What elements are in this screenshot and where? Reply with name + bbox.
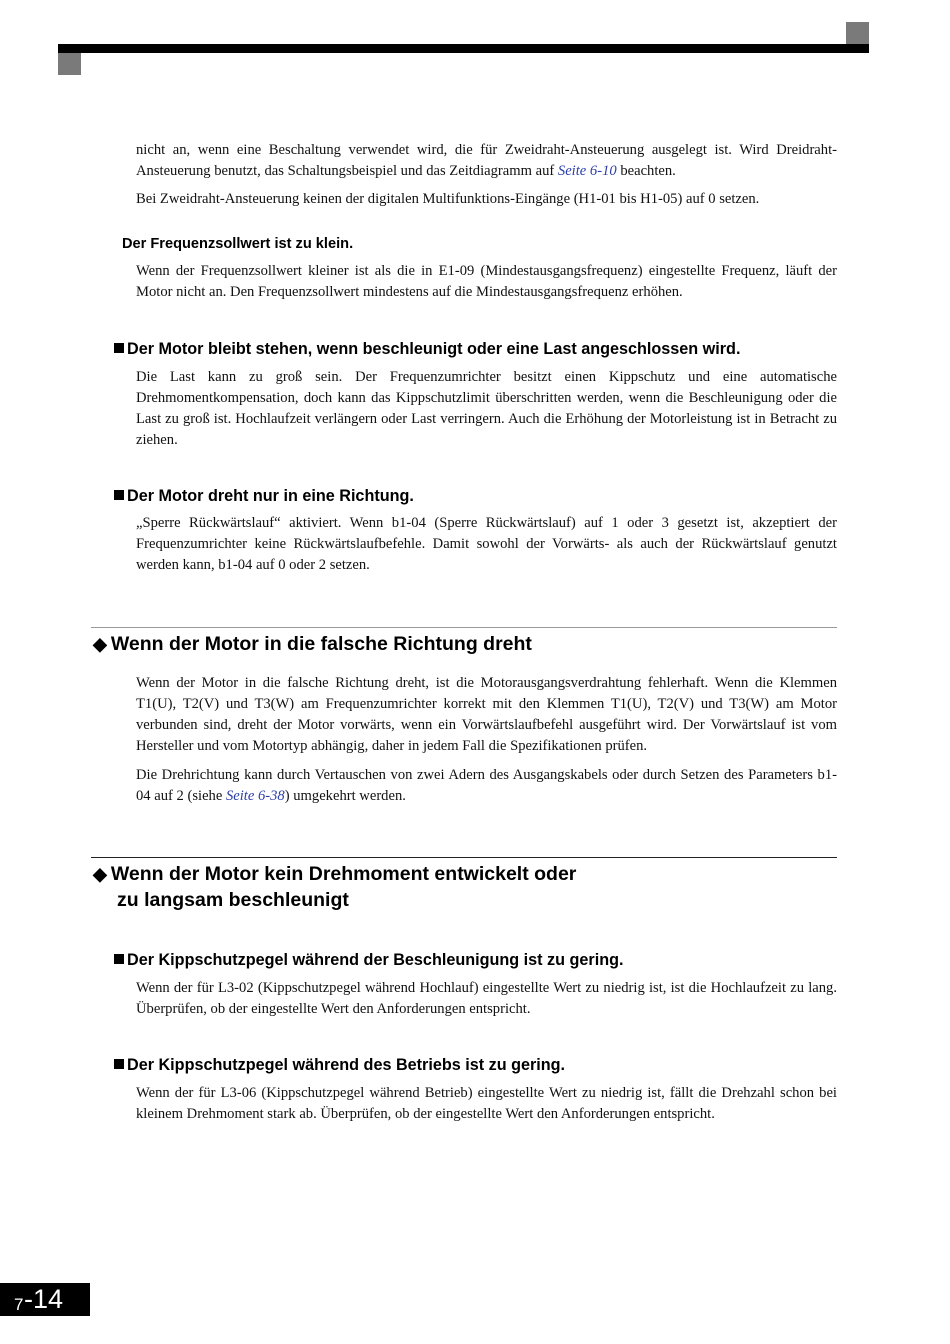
square-bullet-icon bbox=[114, 1059, 124, 1069]
diamond-bullet-icon: ◆ bbox=[93, 864, 107, 884]
stall-paragraph: Die Last kann zu groß sein. Der Frequenzumrichter besitzt einen Kippschutz und eine automatische Drehmomentkompensation, doch kann das Kippschutzlimit überschritten werden, wenn die Beschleunigung oder die Last zu groß ist. Hochlaufzeit verlängern oder Last verringern. Auch die Erhöhung der Motorleistung ist in Betracht zu ziehen. bbox=[136, 369, 837, 448]
onedir-heading: Der Motor dreht nur in eine Richtung. bbox=[114, 486, 414, 506]
intro-paragraph-1: nicht an, wenn eine Beschaltung verwendet wird, die für Zweidraht-Ansteuerung ausgelegt ist. Wird Dreidraht-Ansteuerung benutzt, das Schaltungsbeispiel und das Zeitdiagramm auf Seite 6-10 beachten. bbox=[136, 142, 837, 179]
torque-heading: ◆ Wenn der Motor kein Drehmoment entwickelt oder zu langsam beschleunigt bbox=[93, 863, 577, 911]
section-divider bbox=[91, 857, 837, 858]
torque-sub2-heading: Der Kippschutzpegel während des Betriebs ist zu gering. bbox=[114, 1055, 565, 1075]
onedir-paragraph: „Sperre Rückwärtslauf“ aktiviert. Wenn b1-04 (Sperre Rückwärtslauf) auf 1 oder 3 gesetzt ist, akzeptiert der Frequenzumrichter keine Rückwärtslaufbefehle. Damit sowohl der Vorwärts- als auch der Rückwärtslauf genutzt werden kann, b1-04 auf 0 oder 2 setzen. bbox=[136, 515, 837, 573]
page-number: -14 bbox=[24, 1284, 64, 1314]
header-bar bbox=[58, 44, 869, 53]
page-number-tab bbox=[0, 1283, 90, 1316]
page-link-6-38[interactable]: Seite 6-38 bbox=[225, 788, 285, 804]
section-divider bbox=[91, 627, 837, 628]
wrongdir-heading: ◆ Wenn der Motor in die falsche Richtung dreht bbox=[93, 633, 532, 655]
freq-heading: Der Frequenzsollwert ist zu klein. bbox=[122, 236, 354, 252]
torque-sub2-paragraph: Wenn der für L3-06 (Kippschutzpegel während Betrieb) eingestellte Wert zu niedrig ist, fällt die Drehzahl schon bei kleinem Drehmoment stark ab. Überprüfen, ob der eingestellte Wert den Anforderungen entspricht. bbox=[136, 1085, 837, 1122]
square-bullet-icon bbox=[114, 343, 124, 353]
page-link-6-10[interactable]: Seite 6-10 bbox=[557, 163, 617, 179]
chapter-number: 7 bbox=[14, 1295, 24, 1314]
torque-sub1-paragraph: Wenn der für L3-02 (Kippschutzpegel während Hochlauf) eingestellte Wert zu niedrig ist, ist die Hochlaufzeit zu lang. Überprüfen, ob der eingestellte Wert den Anforderungen entspricht. bbox=[136, 980, 837, 1017]
square-bullet-icon bbox=[114, 490, 124, 500]
intro-paragraph-2: Bei Zweidraht-Ansteuerung keinen der digitalen Multifunktions-Eingänge (H1-01 bis H1-05) auf 0 setzen. bbox=[136, 191, 760, 207]
stall-heading: Der Motor bleibt stehen, wenn beschleunigt oder eine Last angeschlossen wird. bbox=[114, 339, 740, 359]
header-corner-mark-left bbox=[58, 53, 81, 75]
wrongdir-paragraph-2: Die Drehrichtung kann durch Vertauschen von zwei Adern des Ausgangskabels oder durch Setzen des Parameters b1-04 auf 2 (siehe Seite 6-38) umgekehrt werden. bbox=[136, 767, 837, 804]
wrongdir-paragraph-1: Wenn der Motor in die falsche Richtung dreht, ist die Motorausgangsverdrahtung fehlerhaft. Wenn die Klemmen T1(U), T2(V) und T3(W) am Frequenzumrichter korrekt mit den Klemmen T1(U), T2(V) und T3(W) am Motor verbunden sind, dreht der Motor vorwärts, wenn ein Vorwärtslaufbefehl ausgeführt wird. Der Vorwärtslauf ist vom Hersteller und vom Motortyp abhängig, daher in jedem Fall die Spezifikationen prüfen. bbox=[136, 675, 837, 754]
square-bullet-icon bbox=[114, 954, 124, 964]
header-corner-mark-right bbox=[846, 22, 869, 44]
torque-sub1-heading: Der Kippschutzpegel während der Beschleunigung ist zu gering. bbox=[114, 950, 623, 970]
freq-paragraph: Wenn der Frequenzsollwert kleiner ist als die in E1-09 (Mindestausgangsfrequenz) eingestellte Frequenz, läuft der Motor nicht an. Den Frequenzsollwert mindestens auf die Mindestausgangsfrequenz erhöhen. bbox=[136, 263, 837, 300]
diamond-bullet-icon: ◆ bbox=[93, 634, 107, 654]
